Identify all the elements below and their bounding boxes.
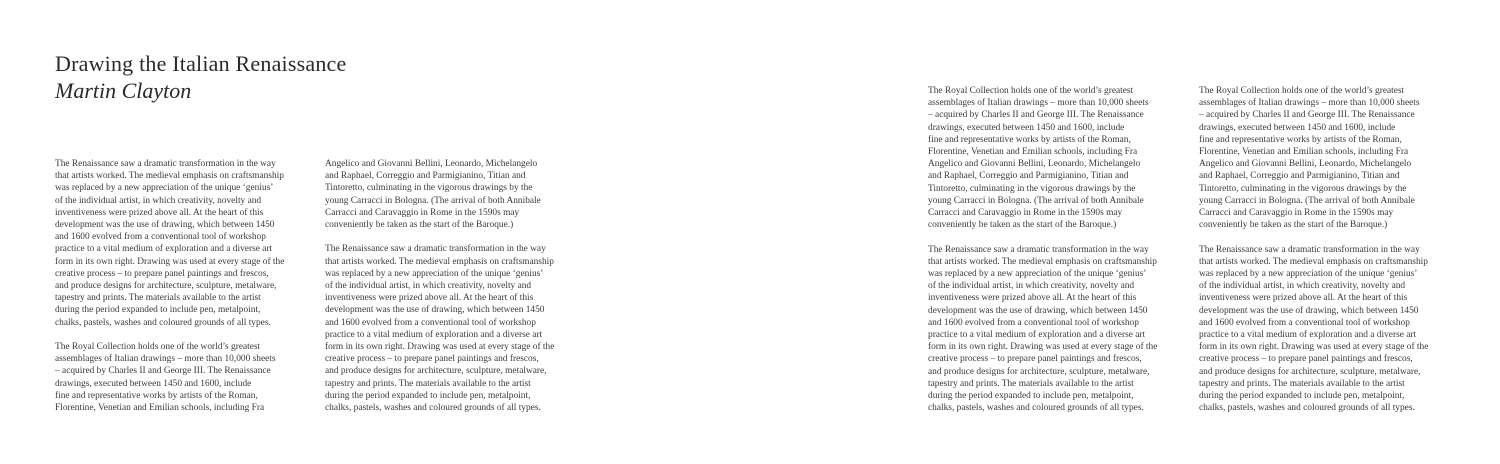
text-line: practice to a vital medium of exploration and a diverse art (325, 329, 543, 340)
text-line: was replaced by a new appreciation of the unique ‘genius’ (325, 268, 544, 279)
text-line: practice to a vital medium of exploration and a diverse art (55, 244, 273, 255)
text-line: assemblages of Italian drawings – more than 10,000 sheets (1199, 98, 1420, 109)
text-line: chalks, pastels, washes and coloured grounds of all types. (1199, 403, 1415, 414)
text-line: during the period expanded to include pen, metalpoint, (928, 391, 1134, 402)
text-line: young Carracci in Bologna. (The arrival of both Annibale (1199, 195, 1415, 206)
text-line: creative process – to prepare panel paintings and frescos, (325, 354, 539, 365)
text-line: young Carracci in Bologna. (The arrival of both Annibale (325, 195, 541, 206)
text-line: Florentine, Venetian and Emilian schools, including Fra (928, 147, 1138, 158)
text-line: during the period expanded to include pen, metalpoint, (325, 390, 531, 401)
text-column-1 (55, 158, 305, 414)
text-line: The Renaissance saw a dramatic transformation in the way (928, 244, 1149, 255)
text-line: assemblages of Italian drawings – more than 10,000 sheets (55, 354, 276, 365)
text-line: during the period expanded to include pen, metalpoint, (55, 305, 261, 316)
text-line: and 1600 evolved from a conventional tool of workshop (928, 317, 1139, 328)
text-column-2 (325, 158, 575, 414)
text-line: drawings, executed between 1450 and 1600, include (55, 378, 252, 389)
text-line: The Royal Collection holds one of the world’s greatest (1199, 86, 1405, 96)
text-line: Carracci and Caravaggio in Rome in the 1590s may (1199, 208, 1394, 219)
text-line: was replaced by a new appreciation of the unique ‘genius’ (55, 183, 274, 194)
text-line: tapestry and prints. The materials available to the artist (325, 378, 531, 389)
text-line: was replaced by a new appreciation of the unique ‘genius’ (1199, 269, 1418, 280)
text-line: of the individual artist, in which creativity, novelty and (928, 281, 1135, 292)
text-line: drawings, executed between 1450 and 1600, include (1199, 122, 1396, 133)
text-line: The Royal Collection holds one of the world’s greatest (928, 86, 1134, 96)
text-line: fine and representative works by artists of the Roman, (1199, 134, 1402, 145)
text-line: – acquired by Charles II and George III. The Renaissance (1199, 110, 1415, 121)
text-line: Angelico and Giovanni Bellini, Leonardo, Michelangelo (325, 159, 538, 169)
text-line: drawings, executed between 1450 and 1600, include (928, 122, 1125, 133)
text-line: of the individual artist, in which creativity, novelty and (55, 195, 262, 206)
text-line: and produce designs for architecture, sculpture, metalware, (1199, 366, 1421, 377)
text-line: and produce designs for architecture, sculpture, metalware, (325, 366, 547, 377)
text-line: development was the use of drawing, which between 1450 (325, 305, 545, 316)
text-column-3 (928, 85, 1178, 414)
text-line: inventiveness were prized above all. At the heart of this (55, 207, 264, 218)
text-line: The Renaissance saw a dramatic transformation in the way (1199, 244, 1420, 255)
paragraph-gap (55, 329, 305, 341)
text-line: – acquired by Charles II and George III. The Renaissance (928, 110, 1144, 121)
text-line: Florentine, Venetian and Emilian schools, including Fra (1199, 147, 1409, 158)
text-line: creative process – to prepare panel paintings and frescos, (1199, 354, 1413, 365)
author-name: Martin Clayton (55, 78, 192, 103)
text-line: of the individual artist, in which creativity, novelty and (325, 281, 532, 292)
text-line: conveniently be taken as the start of the Baroque.) (1199, 220, 1388, 231)
text-line: creative process – to prepare panel paintings and frescos, (928, 354, 1142, 365)
text-line: Tintoretto, culminating in the vigorous drawings by the (325, 183, 533, 194)
text-line: inventiveness were prized above all. At the heart of this (1199, 293, 1408, 304)
text-line: and produce designs for architecture, sculpture, metalware, (55, 281, 277, 292)
text-line: Carracci and Caravaggio in Rome in the 1590s may (928, 208, 1123, 219)
text-line: Tintoretto, culminating in the vigorous drawings by the (1199, 183, 1407, 194)
text-line: development was the use of drawing, which between 1450 (55, 220, 275, 231)
text-line: that artists worked. The medieval emphasis on craftsmanship (1199, 256, 1428, 267)
text-line: conveniently be taken as the start of the Baroque.) (325, 220, 514, 231)
text-line: chalks, pastels, washes and coloured grounds of all types. (928, 403, 1144, 414)
text-line: fine and representative works by artists of the Roman, (928, 134, 1131, 145)
text-line: that artists worked. The medieval emphasis on craftsmanship (55, 171, 284, 182)
text-line: inventiveness were prized above all. At the heart of this (928, 293, 1137, 304)
text-line: tapestry and prints. The materials available to the artist (1199, 378, 1405, 389)
text-line: development was the use of drawing, which between 1450 (928, 305, 1148, 316)
text-line: and Raphael, Correggio and Parmigianino, Titian and (1199, 171, 1400, 182)
text-line: tapestry and prints. The materials available to the artist (928, 378, 1134, 389)
text-line: The Royal Collection holds one of the world’s greatest (55, 342, 261, 353)
text-line: Angelico and Giovanni Bellini, Leonardo, Michelangelo (1199, 159, 1412, 170)
text-line: and 1600 evolved from a conventional tool of workshop (55, 232, 266, 243)
text-line: Tintoretto, culminating in the vigorous drawings by the (928, 183, 1136, 194)
text-line: tapestry and prints. The materials available to the artist (55, 293, 261, 304)
text-line: assemblages of Italian drawings – more than 10,000 sheets (928, 98, 1149, 109)
text-line: creative process – to prepare panel paintings and frescos, (55, 268, 269, 279)
text-line: of the individual artist, in which creativity, novelty and (1199, 281, 1406, 292)
text-line: form in its own right. Drawing was used at every stage of the (1199, 342, 1429, 353)
text-line: fine and representative works by artists of the Roman, (55, 390, 258, 401)
text-line: The Renaissance saw a dramatic transformation in the way (325, 244, 546, 255)
text-line: and Raphael, Correggio and Parmigianino, Titian and (928, 171, 1129, 182)
text-line: young Carracci in Bologna. (The arrival of both Annibale (928, 195, 1144, 206)
text-line: that artists worked. The medieval emphasis on craftsmanship (928, 256, 1157, 267)
text-line: conveniently be taken as the start of the Baroque.) (928, 220, 1117, 231)
text-line: form in its own right. Drawing was used at every stage of the (325, 342, 555, 353)
page-title: Drawing the Italian Renaissance (55, 51, 347, 76)
text-column-4 (1199, 85, 1449, 414)
text-line: chalks, pastels, washes and coloured grounds of all types. (55, 317, 271, 328)
text-line: chalks, pastels, washes and coloured grounds of all types. (325, 403, 541, 414)
text-line: The Renaissance saw a dramatic transformation in the way (55, 159, 276, 169)
text-line: form in its own right. Drawing was used at every stage of the (928, 342, 1158, 353)
text-line: and Raphael, Correggio and Parmigianino, Titian and (325, 171, 526, 182)
text-line: and 1600 evolved from a conventional tool of workshop (1199, 317, 1410, 328)
text-line: Angelico and Giovanni Bellini, Leonardo, Michelangelo (928, 159, 1141, 170)
text-line: Florentine, Venetian and Emilian schools, including Fra (55, 403, 265, 414)
paragraph-gap (1199, 231, 1449, 243)
text-line: and 1600 evolved from a conventional tool of workshop (325, 317, 536, 328)
paragraph-gap (325, 231, 575, 243)
text-line: that artists worked. The medieval emphasis on craftsmanship (325, 256, 554, 267)
text-line: was replaced by a new appreciation of the unique ‘genius’ (928, 269, 1147, 280)
text-line: – acquired by Charles II and George III. The Renaissance (55, 366, 271, 377)
text-line: Carracci and Caravaggio in Rome in the 1590s may (325, 207, 520, 218)
text-line: practice to a vital medium of exploration and a diverse art (1199, 330, 1417, 341)
text-line: and produce designs for architecture, sculpture, metalware, (928, 366, 1150, 377)
text-line: practice to a vital medium of exploration and a diverse art (928, 330, 1146, 341)
text-line: form in its own right. Drawing was used at every stage of the (55, 256, 285, 267)
text-line: inventiveness were prized above all. At the heart of this (325, 293, 534, 304)
text-line: during the period expanded to include pen, metalpoint, (1199, 391, 1405, 402)
text-line: development was the use of drawing, which between 1450 (1199, 305, 1419, 316)
paragraph-gap (928, 231, 1178, 243)
